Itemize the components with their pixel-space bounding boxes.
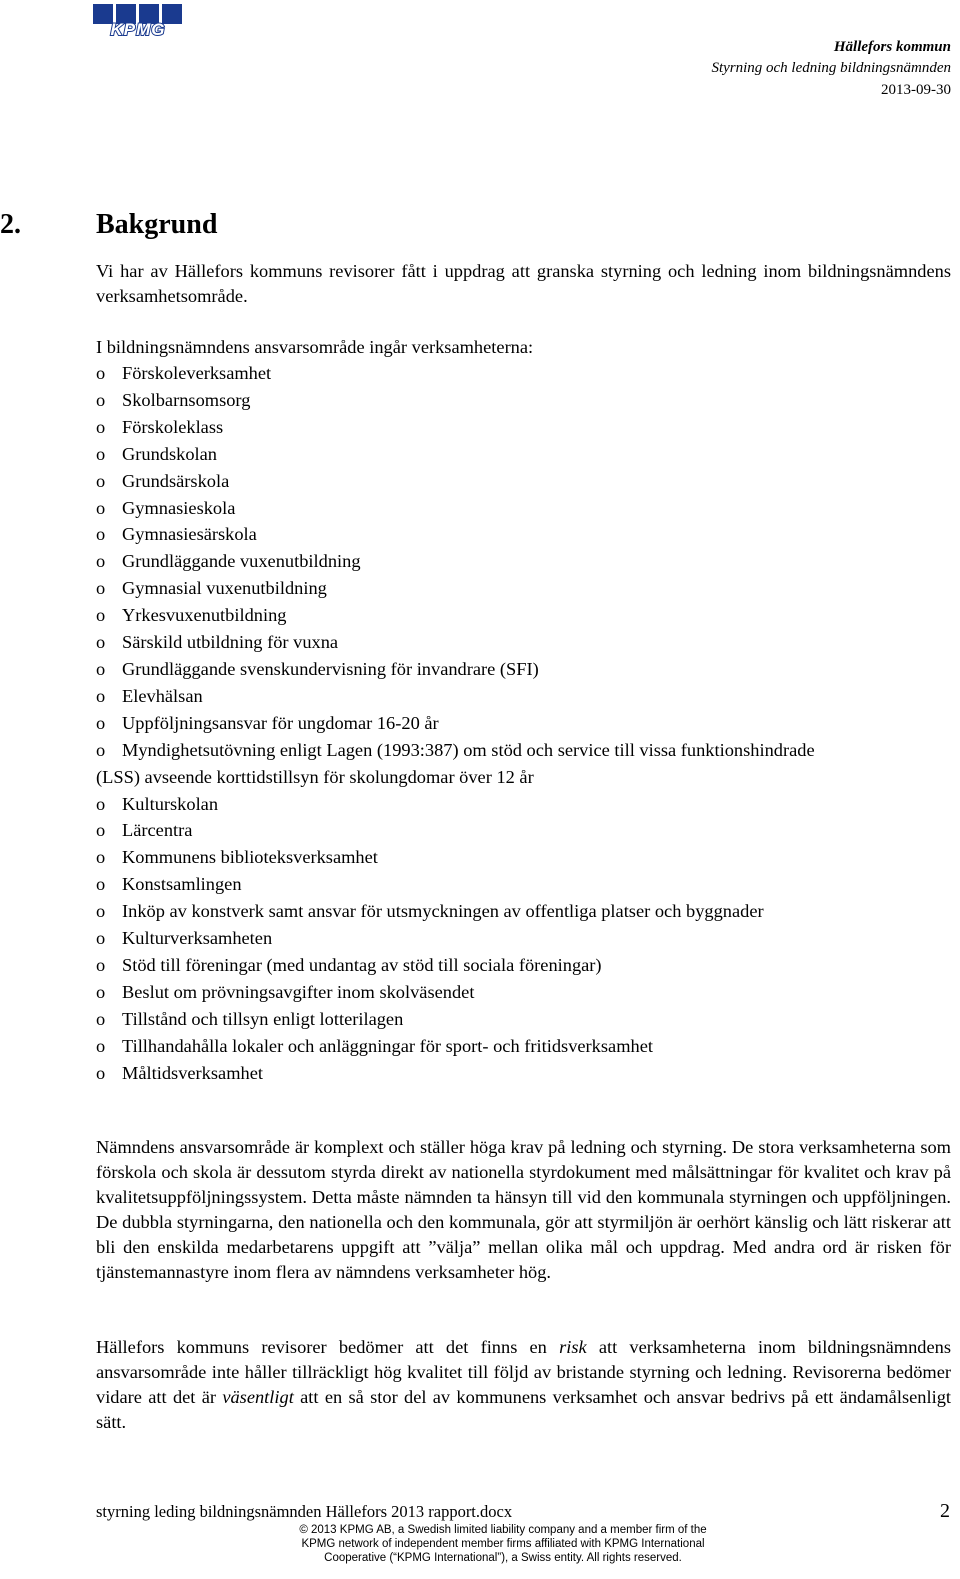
list-item: o Beslut om prövningsavgifter inom skolväsendet bbox=[96, 979, 956, 1006]
section-number: 2. bbox=[0, 209, 21, 240]
list-item: o Inköp av konstverk samt ansvar för utsmyckningen av offentliga platser och byggnader bbox=[96, 898, 956, 925]
list-item: o Grundskolan bbox=[96, 441, 956, 468]
bullet-marker: o bbox=[96, 1035, 106, 1056]
logo-text: KPMG bbox=[110, 20, 166, 38]
list-item: o Grundsärskola bbox=[96, 468, 956, 495]
list-item-continuation: (LSS) avseende korttidstillsyn för skolungdomar över 12 år bbox=[96, 766, 534, 787]
bullet-marker: o bbox=[96, 981, 106, 1002]
bullet-marker: o bbox=[96, 416, 106, 437]
header-subject: Styrning och ledning bildningsnämnden bbox=[711, 60, 951, 76]
bullet-marker: o bbox=[96, 928, 106, 949]
list-item: o Gymnasial vuxenutbildning bbox=[96, 575, 956, 602]
list-item: o Kommunens biblioteksverksamhet bbox=[96, 844, 956, 871]
list-item: o Grundläggande vuxenutbildning bbox=[96, 548, 956, 575]
list-item: o Skolbarnsomsorg bbox=[96, 387, 956, 414]
bullet-marker: o bbox=[96, 793, 106, 814]
bullet-marker: o bbox=[96, 470, 106, 491]
page-number: 2 bbox=[940, 1500, 950, 1522]
list-item: o Konstsamlingen bbox=[96, 871, 956, 898]
footer-filename: styrning leding bildningsnämnden Hällefors 2013 rapport.docx bbox=[96, 1502, 513, 1521]
bullet-marker: o bbox=[96, 901, 106, 922]
list-item: o Gymnasiesärskola bbox=[96, 521, 956, 548]
bullet-marker: o bbox=[96, 1008, 106, 1029]
bullet-marker: o bbox=[96, 389, 106, 410]
list-item: o Särskild utbildning för vuxna bbox=[96, 629, 956, 656]
section-title: Bakgrund bbox=[96, 209, 218, 240]
intro-paragraph: Vi har av Hällefors kommuns revisorer fått i uppdrag att granska styrning och ledning inom bildningsnämndens verksamhetsområde. bbox=[96, 261, 951, 306]
bullet-marker: o bbox=[96, 605, 106, 626]
bullet-marker: o bbox=[96, 739, 106, 760]
list-item: o Yrkesvuxenutbildning bbox=[96, 602, 956, 629]
bullet-marker: o bbox=[96, 363, 106, 383]
bullet-marker: o bbox=[96, 685, 106, 706]
list-item: o Gymnasieskola bbox=[96, 495, 956, 522]
list-item: o Lärcentra bbox=[96, 817, 956, 844]
complexity-paragraph: Nämndens ansvarsområde är komplext och ställer höga krav på ledning och styrning. De stora verksamheterna som förskola och skola är dessutom styrda direkt av nationella styrdokument med målsättningar för kvalitet och krav på kvalitetsuppföljningssystem. Detta måste nämnden ta hänsyn till vid den kommunala styrningen och uppföljningen. De dubbla styrningarna, den nationella och den kommunala, gör att styrmiljön är oerhört känslig och lätt riskerar att bli den enskilda medarbetarens uppgift att ”välja” mellan olika mål och uppdrag. Med andra ord är risken för tjänstemannastyre inom flera av nämndens verksamheter hög. bbox=[96, 1137, 951, 1282]
bullet-marker: o bbox=[96, 954, 106, 975]
footer-copyright: © 2013 KPMG AB, a Swedish limited liability company and a member firm of the KPMG network of independent member firms affiliated with KPMG International Cooperative (“KPMG International”), a Swiss entity. All rights reserved. bbox=[299, 1524, 707, 1564]
list-item: o Tillstånd och tillsyn enligt lotterilagen bbox=[96, 1006, 956, 1033]
bullet-marker: o bbox=[96, 524, 106, 545]
list-item: o Uppföljningsansvar för ungdomar 16-20 år bbox=[96, 710, 956, 737]
list-item: o Stöd till föreningar (med undantag av stöd till sociala föreningar) bbox=[96, 952, 956, 979]
vasentligt-emphasis: väsentligt bbox=[222, 1387, 294, 1407]
bullet-marker: o bbox=[96, 658, 106, 679]
bullet-marker: o bbox=[96, 712, 106, 733]
list-intro: I bildningsnämndens ansvarsområde ingår verksamheterna: bbox=[96, 337, 534, 357]
bullet-marker: o bbox=[96, 551, 106, 572]
activities-list bbox=[96, 360, 956, 1086]
bullet-marker: o bbox=[96, 443, 106, 464]
kpmg-logo bbox=[93, 4, 183, 38]
list-item: o Tillhandahålla lokaler och anläggningar för sport- och fritidsverksamhet bbox=[96, 1033, 956, 1060]
list-item: o Kulturverksamheten bbox=[96, 925, 956, 952]
bullet-marker: o bbox=[96, 847, 106, 868]
bullet-marker: o bbox=[96, 1062, 106, 1083]
header-organization: Hällefors kommun bbox=[833, 39, 951, 55]
bullet-marker: o bbox=[96, 578, 106, 599]
list-item: o Förskoleverksamhet bbox=[96, 360, 956, 387]
list-item: o Grundläggande svenskundervisning för invandrare (SFI) bbox=[96, 656, 956, 683]
bullet-marker: o bbox=[96, 874, 106, 895]
list-item: o Måltidsverksamhet bbox=[96, 1060, 956, 1087]
assessment-paragraph: Hällefors kommuns revisorer bedömer att det finns en risk att verksamheterna inom bildningsnämndens ansvarsområde inte håller tillräckligt hög kvalitet till följd av bristande styrning och ledning. Revisorerna bedömer vidare att det är väsentligt att en så stor del av kommunens verksamhet och ansvar bedrivs på ett ändamålsenligt sätt. bbox=[96, 1337, 951, 1432]
list-item: o Myndighetsutövning enligt Lagen (1993:387) om stöd och service till vissa funktionshindrade bbox=[96, 737, 956, 764]
bullet-marker: o bbox=[96, 820, 106, 841]
bullet-marker: o bbox=[96, 497, 106, 518]
list-item: o Förskoleklass bbox=[96, 414, 956, 441]
list-item: o Kulturskolan bbox=[96, 791, 956, 818]
risk-emphasis: risk bbox=[559, 1337, 587, 1357]
header-date: 2013-09-30 bbox=[881, 82, 951, 98]
list-item: o Elevhälsan bbox=[96, 683, 956, 710]
bullet-marker: o bbox=[96, 632, 106, 653]
